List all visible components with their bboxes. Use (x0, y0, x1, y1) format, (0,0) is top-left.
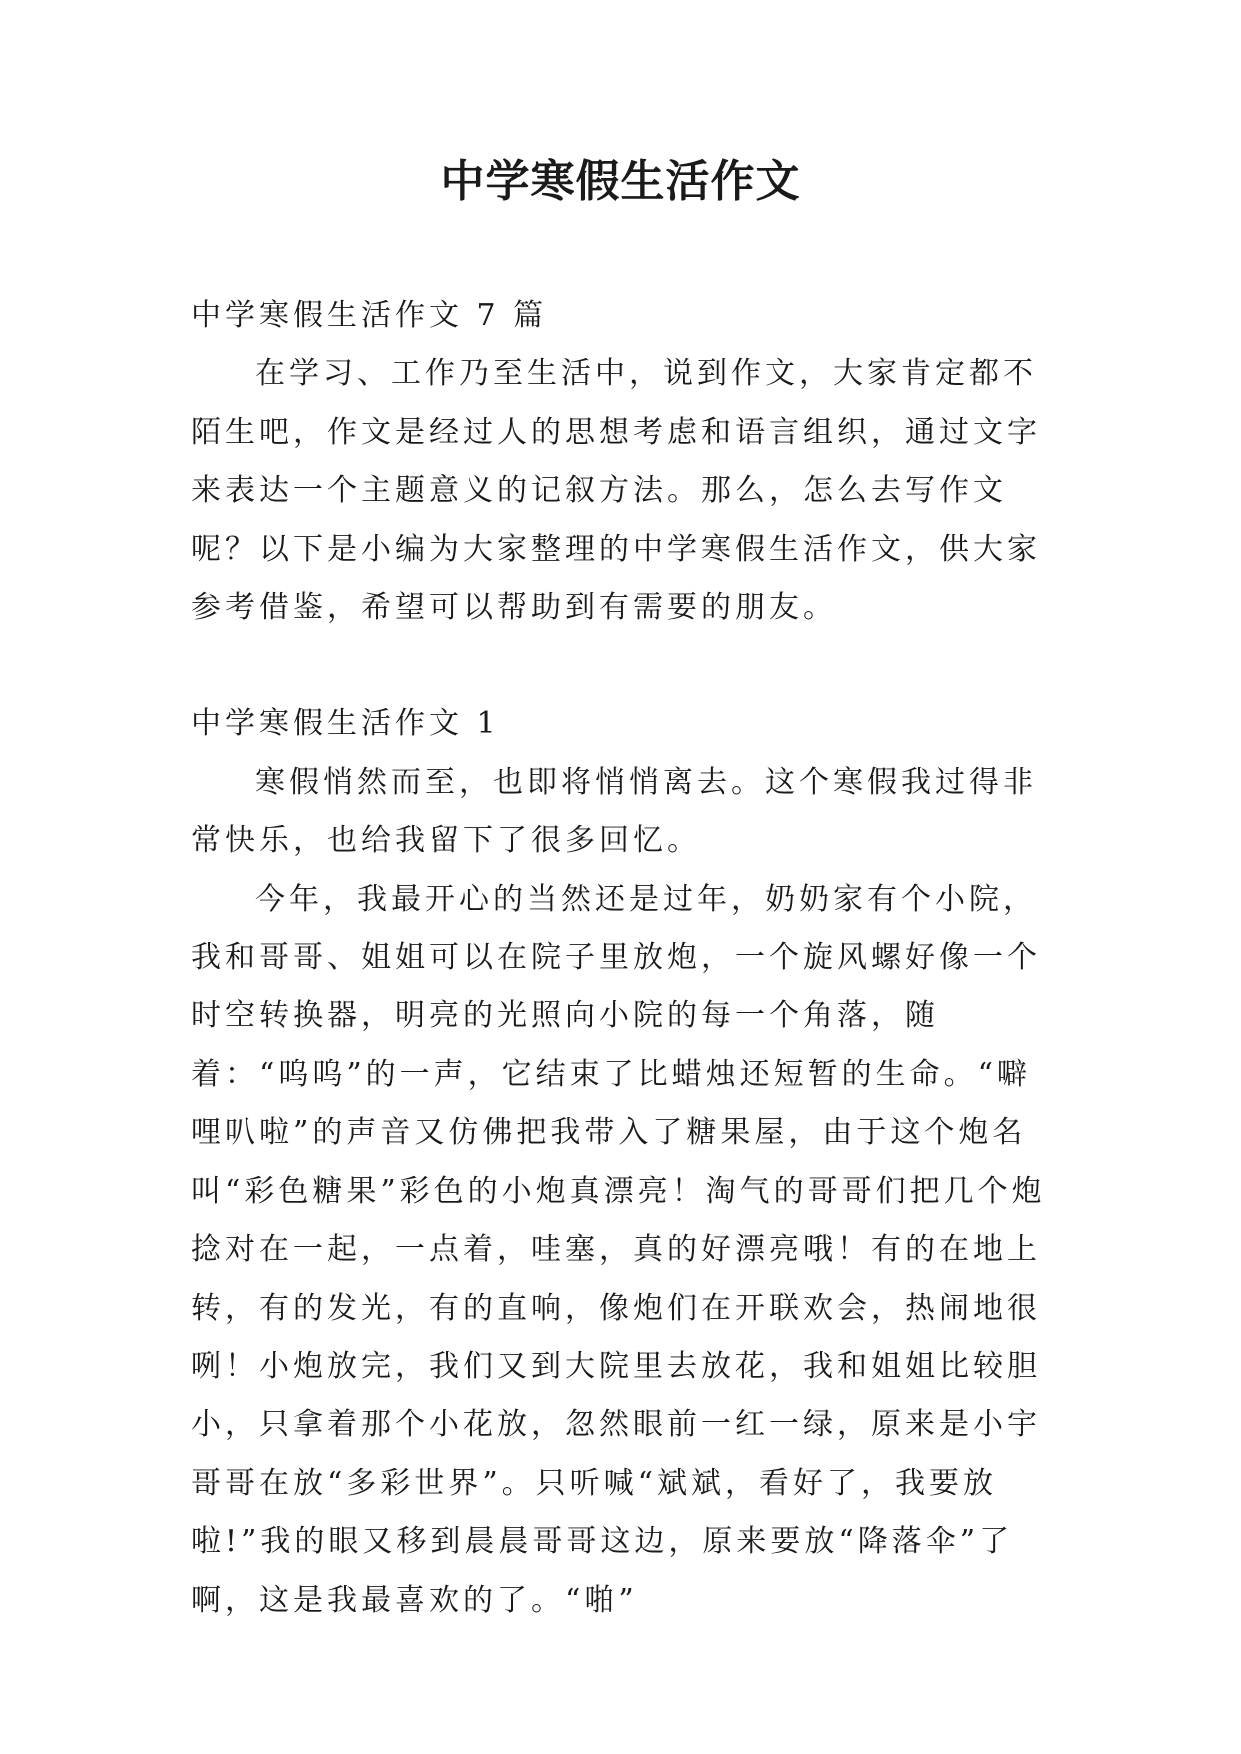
document-body (191, 287, 1051, 1630)
section-heading: 中学寒假生活作文 1 (191, 706, 500, 742)
body-paragraph: 寒假悄然而至，也即将悄悄离去。这个寒假我过得非常快乐，也给我留下了很多回忆。 (191, 764, 1037, 859)
intro-paragraph: 在学习、工作乃至生活中，说到作文，大家肯定都不陌生吧，作文是经过人的思想考虑和语言组织，通过文字来表达一个主题意义的记叙方法。那么，怎么去写作文呢？以下是小编为大家整理的中学寒假生活作文，供大家参考借鉴，希望可以帮助到有需要的朋友。 (191, 356, 1041, 626)
section-heading: 中学寒假生活作文 7 篇 (191, 298, 548, 333)
document-title: 中学寒假生活作文 (440, 156, 801, 207)
body-paragraph: 今年，我最开心的当然还是过年，奶奶家有个小院，我和哥哥、姐姐可以在院子里放炮，一个旋风螺好像一个时空转换器，明亮的光照向小院的每一个角落，随着：“呜呜”的一声，它结束了比蜡烛还短暂的生命。“噼哩叭啦”的声音又仿佛把我带入了糖果屋，由于这个炮名叫“彩色糖果”彩色的小炮真漂亮！淘气的哥哥们把几个炮捻对在一起，一点着，哇塞，真的好漂亮哦！有的在地上转，有的发光，有的直响，像炮们在开联欢会，热闹地很咧！小炮放完，我们又到大院里去放花，我和姐姐比较胆小，只拿着那个小花放，忽然眼前一红一绿，原来是小宇哥哥在放“多彩世界”。只听喊“斌斌，看好了，我要放啦!”我的眼又移到晨晨哥哥这边，原来要放“降落伞”了啊，这是我最喜欢的了。“啪” (191, 881, 1046, 1618)
